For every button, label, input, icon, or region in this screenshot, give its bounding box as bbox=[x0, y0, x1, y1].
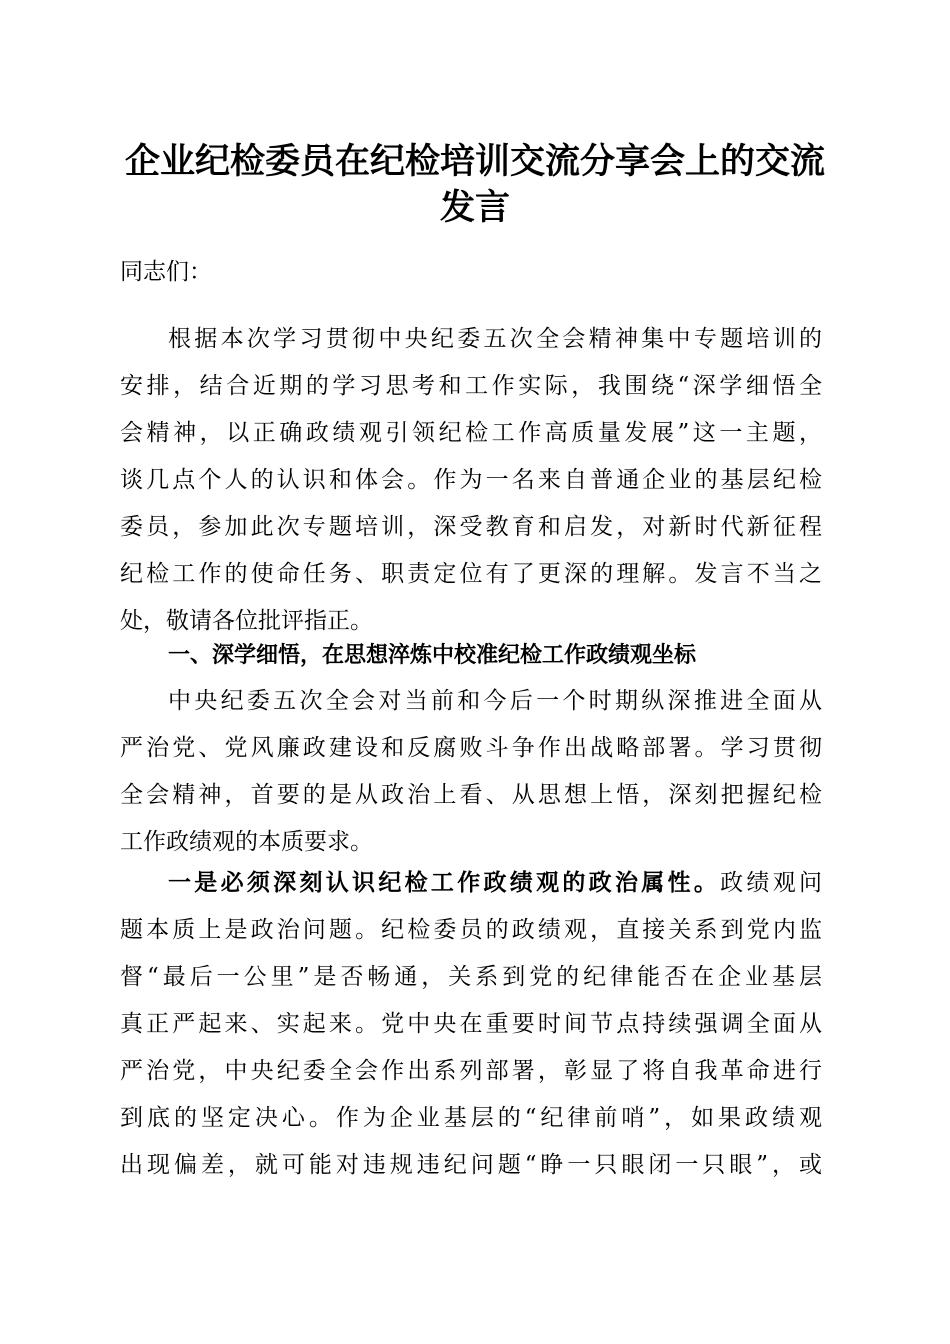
paragraph-line: 真正严起来、实起来。党中央在重要时间节点持续强调全面从 bbox=[120, 1011, 822, 1037]
paragraph-line: 根据本次学习贯彻中央纪委五次全会精神集中专题培训的 bbox=[168, 326, 822, 352]
paragraph-line bbox=[168, 863, 822, 903]
document-title-line-2: 发言 bbox=[439, 187, 510, 228]
paragraph-line: 严治党，中央纪委全会作出系列部署，彰显了将自我革命进行 bbox=[120, 1058, 822, 1084]
paragraph-line: 严治党、党风廉政建设和反腐败斗争作出战略部署。学习贯彻 bbox=[120, 735, 822, 761]
paragraph-line: 委员，参加此次专题培训，深受教育和启发，对新时代新征程 bbox=[120, 514, 822, 540]
paragraph-line-rest: 政绩观问 bbox=[720, 870, 823, 896]
paragraph-line: 会精神，以正确政绩观引领纪检工作高质量发展”这一主题， bbox=[120, 420, 822, 446]
paragraph-line: 工作政绩观的本质要求。 bbox=[120, 829, 373, 855]
paragraph-line: 纪检工作的使命任务、职责定位有了更深的理解。发言不当之 bbox=[120, 561, 822, 587]
section-heading: 一、深学细悟，在思想淬炼中校准纪检工作政绩观坐标 bbox=[168, 643, 697, 668]
paragraph-line: 全会精神，首要的是从政治上看、从思想上悟，深刻把握纪检 bbox=[120, 782, 822, 808]
paragraph-line: 安排，结合近期的学习思考和工作实际，我围绕“深学细悟全 bbox=[120, 373, 822, 399]
paragraph-line: 到底的坚定决心。作为企业基层的“纪律前哨”，如果政绩观 bbox=[120, 1105, 822, 1131]
document-title-line-1: 企业纪检委员在纪检培训交流分享会上的交流 bbox=[124, 141, 825, 182]
paragraph-lead-sentence: 一是必须深刻认识纪检工作政绩观的政治属性。 bbox=[168, 869, 721, 896]
salutation: 同志们： bbox=[120, 259, 212, 285]
paragraph-line: 处，敬请各位批评指正。 bbox=[120, 608, 373, 634]
paragraph-line: 督“最后一公里”是否畅通，关系到党的纪律能否在企业基层 bbox=[120, 964, 822, 990]
paragraph-line: 出现偏差，就可能对违规违纪问题“睁一只眼闭一只眼”，或 bbox=[120, 1152, 822, 1178]
paragraph-line: 题本质上是政治问题。纪检委员的政绩观，直接关系到党内监 bbox=[120, 917, 822, 943]
paragraph-line: 中央纪委五次全会对当前和今后一个时期纵深推进全面从 bbox=[168, 688, 822, 714]
paragraph-line: 谈几点个人的认识和体会。作为一名来自普通企业的基层纪检 bbox=[120, 467, 822, 493]
